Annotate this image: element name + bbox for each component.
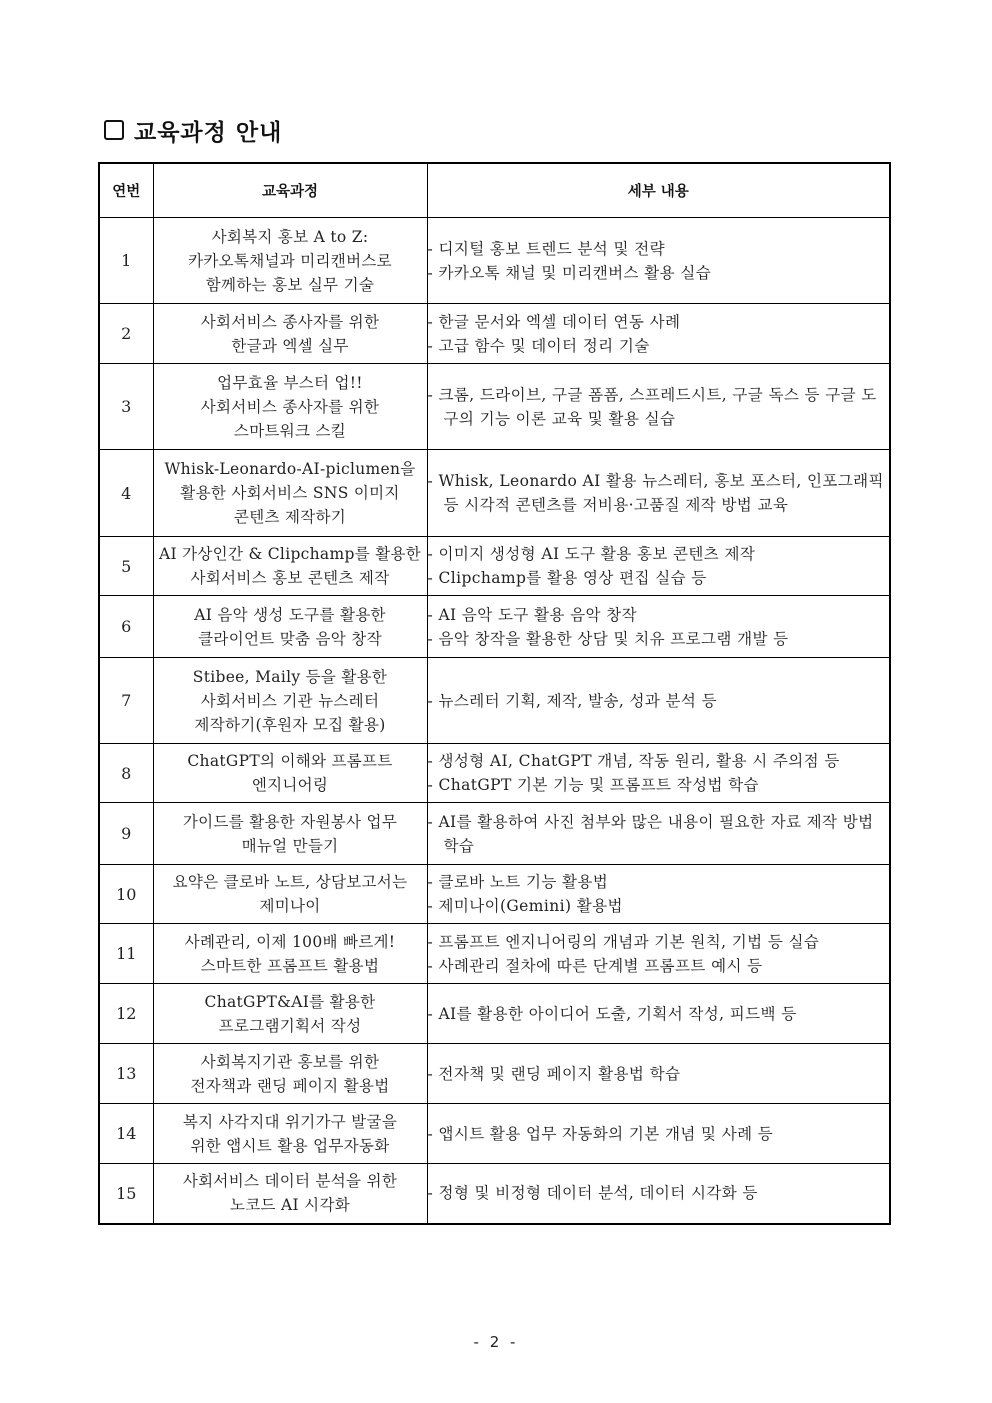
table-row xyxy=(99,1044,890,1104)
detail-bullet-item: - ChatGPT 기본 기능 및 프롬프트 작성법 학습 xyxy=(427,776,759,794)
section-heading xyxy=(104,114,282,146)
course-detail-cell xyxy=(427,450,890,537)
course-title-line: 사회복지 홍보 A to Z: xyxy=(211,227,369,246)
course-title-line: 함께하는 홍보 실무 기술 xyxy=(205,275,375,294)
row-number: 8 xyxy=(99,744,153,803)
column-header-detail: 세부 내용 xyxy=(427,163,890,218)
course-detail-cell xyxy=(427,1104,890,1164)
detail-bullet-item: - 뉴스레터 기획, 제작, 발송, 성과 분석 등 xyxy=(427,691,718,710)
detail-bullet-item: - 앱시트 활용 업무 자동화의 기본 개념 및 사례 등 xyxy=(427,1124,774,1143)
detail-bullet-item: - 정형 및 비정형 데이터 분석, 데이터 시각화 등 xyxy=(427,1184,758,1203)
course-title-line: 스마트한 프롬프트 활용법 xyxy=(200,956,380,975)
course-title-line: 복지 사각지대 위기가구 발굴을 xyxy=(182,1112,398,1131)
detail-bullet-item: - 크롬, 드라이브, 구글 폼폼, 스프레드시트, 구글 독스 등 구글 도구의 기능 이론 교육 및 활용 실습 xyxy=(427,385,877,428)
table-row xyxy=(99,924,890,984)
detail-bullet-item: - 전자책 및 랜딩 페이지 활용법 학습 xyxy=(427,1064,681,1083)
course-title-line: 한글과 엑셀 실무 xyxy=(231,336,349,355)
row-number: 15 xyxy=(99,1164,153,1224)
empty-square-box-icon xyxy=(104,120,124,140)
detail-bullet-item: - AI를 활용하여 사진 첨부와 많은 내용이 필요한 자료 제작 방법 학습 xyxy=(427,812,874,855)
course-title-cell xyxy=(153,1104,427,1164)
course-title-line: 위한 앱시트 활용 업무자동화 xyxy=(190,1136,390,1155)
course-title-line: 제작하기(후원자 모집 활용) xyxy=(194,715,386,734)
course-title-line: 전자책과 랜딩 페이지 활용법 xyxy=(190,1076,390,1095)
course-detail-cell xyxy=(427,658,890,744)
course-detail-cell xyxy=(427,596,890,658)
course-title-line: 요약은 클로바 노트, 상담보고서는 xyxy=(172,873,408,891)
column-header-no: 연번 xyxy=(99,163,153,218)
course-title-line: 사회복지기관 홍보를 위한 xyxy=(200,1052,380,1071)
course-title-line: 클라이언트 맞춤 음악 창작 xyxy=(198,629,382,648)
course-title-line: AI 음악 생성 도구를 활용한 xyxy=(194,605,386,624)
row-number: 9 xyxy=(99,803,153,865)
course-title-line: 프로그램기획서 작성 xyxy=(218,1016,362,1035)
table-row xyxy=(99,984,890,1044)
course-detail-cell xyxy=(427,1164,890,1224)
detail-bullet-item: - AI를 활용한 아이디어 도출, 기획서 작성, 피드백 등 xyxy=(427,1004,797,1023)
table-row xyxy=(99,218,890,304)
detail-bullet-item: - 프롬프트 엔지니어링의 개념과 기본 원칙, 기법 등 실습 xyxy=(427,932,820,951)
course-title-line: Whisk-Leonardo-AI-piclumen을 xyxy=(164,460,416,478)
table-row xyxy=(99,865,890,924)
course-title-line: ChatGPT&AI를 활용한 xyxy=(204,992,376,1011)
course-title-cell xyxy=(153,924,427,984)
row-number: 12 xyxy=(99,984,153,1044)
course-title-cell xyxy=(153,218,427,304)
table-row xyxy=(99,744,890,803)
course-title-line: 사회서비스 홍보 콘텐츠 제작 xyxy=(190,569,390,587)
course-title-line: AI 가상인간 & Clipchamp를 활용한 xyxy=(158,545,422,563)
course-table-body xyxy=(99,218,890,1224)
course-title-cell xyxy=(153,450,427,537)
detail-bullet-item: - 디지털 홍보 트렌드 분석 및 전략 xyxy=(427,239,665,258)
detail-bullet-item: - 고급 함수 및 데이터 정리 기술 xyxy=(427,336,650,355)
course-title-cell xyxy=(153,304,427,364)
table-row xyxy=(99,596,890,658)
course-detail-cell xyxy=(427,218,890,304)
row-number: 2 xyxy=(99,304,153,364)
course-detail-cell xyxy=(427,1044,890,1104)
course-detail-cell xyxy=(427,304,890,364)
detail-bullet-item: - 사례관리 절차에 따른 단계별 프롬프트 예시 등 xyxy=(427,956,763,975)
course-title-cell xyxy=(153,803,427,865)
row-number: 6 xyxy=(99,596,153,658)
section-title: 교육과정 안내 xyxy=(134,118,283,146)
course-title-line: 엔지니어링 xyxy=(251,776,329,794)
table-row xyxy=(99,1104,890,1164)
course-title-cell xyxy=(153,744,427,803)
course-detail-cell xyxy=(427,803,890,865)
row-number: 10 xyxy=(99,865,153,924)
detail-bullet-item: - 클로바 노트 기능 활용법 xyxy=(427,873,609,891)
table-row xyxy=(99,304,890,364)
detail-bullet-item: - Clipchamp를 활용 영상 편집 실습 등 xyxy=(427,569,707,587)
course-title-line: 노코드 AI 시각화 xyxy=(229,1196,350,1215)
detail-bullet-item: - 생성형 AI, ChatGPT 개념, 작동 원리, 활용 시 주의점 등 xyxy=(427,752,840,770)
course-title-line: 사례관리, 이제 100배 빠르게! xyxy=(184,932,396,951)
course-detail-cell xyxy=(427,364,890,450)
course-title-line: 사회서비스 데이터 분석을 위한 xyxy=(182,1172,398,1191)
row-number: 13 xyxy=(99,1044,153,1104)
row-number: 11 xyxy=(99,924,153,984)
course-detail-cell xyxy=(427,924,890,984)
course-detail-cell xyxy=(427,744,890,803)
row-number: 1 xyxy=(99,218,153,304)
row-number: 14 xyxy=(99,1104,153,1164)
course-title-line: 활용한 사회서비스 SNS 이미지 xyxy=(180,484,400,502)
course-detail-cell xyxy=(427,865,890,924)
table-row xyxy=(99,537,890,596)
table-header-row xyxy=(99,163,890,218)
course-title-cell xyxy=(153,1044,427,1104)
course-title-line: 업무효율 부스터 업!! xyxy=(217,373,363,392)
course-title-line: 스마트워크 스킬 xyxy=(233,421,347,440)
detail-bullet-item: - 음악 창작을 활용한 상담 및 치유 프로그램 개발 등 xyxy=(427,629,789,648)
detail-bullet-item: - 이미지 생성형 AI 도구 활용 홍보 콘텐츠 제작 xyxy=(427,545,756,563)
detail-bullet-item: - Whisk, Leonardo AI 활용 뉴스레터, 홍보 포스터, 인포그래픽 등 시각적 콘텐츠를 저비용·고품질 제작 방법 교육 xyxy=(427,472,884,514)
course-title-line: 카카오톡채널과 미리캔버스로 xyxy=(188,251,392,270)
row-number: 7 xyxy=(99,658,153,744)
course-detail-cell xyxy=(427,984,890,1044)
table-row xyxy=(99,364,890,450)
course-table xyxy=(98,162,891,1225)
course-title-line: 매뉴얼 만들기 xyxy=(241,836,339,855)
course-title-cell xyxy=(153,865,427,924)
table-row xyxy=(99,803,890,865)
detail-bullet-item: - AI 음악 도구 활용 음악 창작 xyxy=(427,605,637,624)
course-title-cell xyxy=(153,658,427,744)
course-title-line: 가이드를 활용한 자원봉사 업무 xyxy=(182,812,398,831)
detail-bullet-item: - 한글 문서와 엑셀 데이터 연동 사례 xyxy=(427,312,681,331)
course-title-cell xyxy=(153,364,427,450)
course-title-cell xyxy=(153,596,427,658)
course-title-line: 사회서비스 종사자를 위한 xyxy=(200,397,380,416)
course-title-line: 사회서비스 종사자를 위한 xyxy=(200,312,380,331)
column-header-course: 교육과정 xyxy=(153,163,427,218)
course-detail-cell xyxy=(427,537,890,596)
course-title-cell xyxy=(153,984,427,1044)
row-number: 3 xyxy=(99,364,153,450)
page-number: - 2 - xyxy=(473,1333,519,1351)
table-row xyxy=(99,658,890,744)
course-title-line: Stibee, Maily 등을 활용한 xyxy=(192,667,388,686)
course-title-line: 콘텐츠 제작하기 xyxy=(233,508,347,526)
course-title-line: ChatGPT의 이해와 프롬프트 xyxy=(187,752,393,770)
row-number: 4 xyxy=(99,450,153,537)
course-title-line: 사회서비스 기관 뉴스레터 xyxy=(200,691,380,710)
table-row xyxy=(99,1164,890,1224)
row-number: 5 xyxy=(99,537,153,596)
course-title-cell xyxy=(153,537,427,596)
detail-bullet-item: - 제미나이(Gemini) 활용법 xyxy=(427,897,623,915)
table-row xyxy=(99,450,890,537)
detail-bullet-item: - 카카오톡 채널 및 미리캔버스 활용 실습 xyxy=(427,263,712,282)
course-title-cell xyxy=(153,1164,427,1224)
course-title-line: 제미나이 xyxy=(259,897,321,915)
